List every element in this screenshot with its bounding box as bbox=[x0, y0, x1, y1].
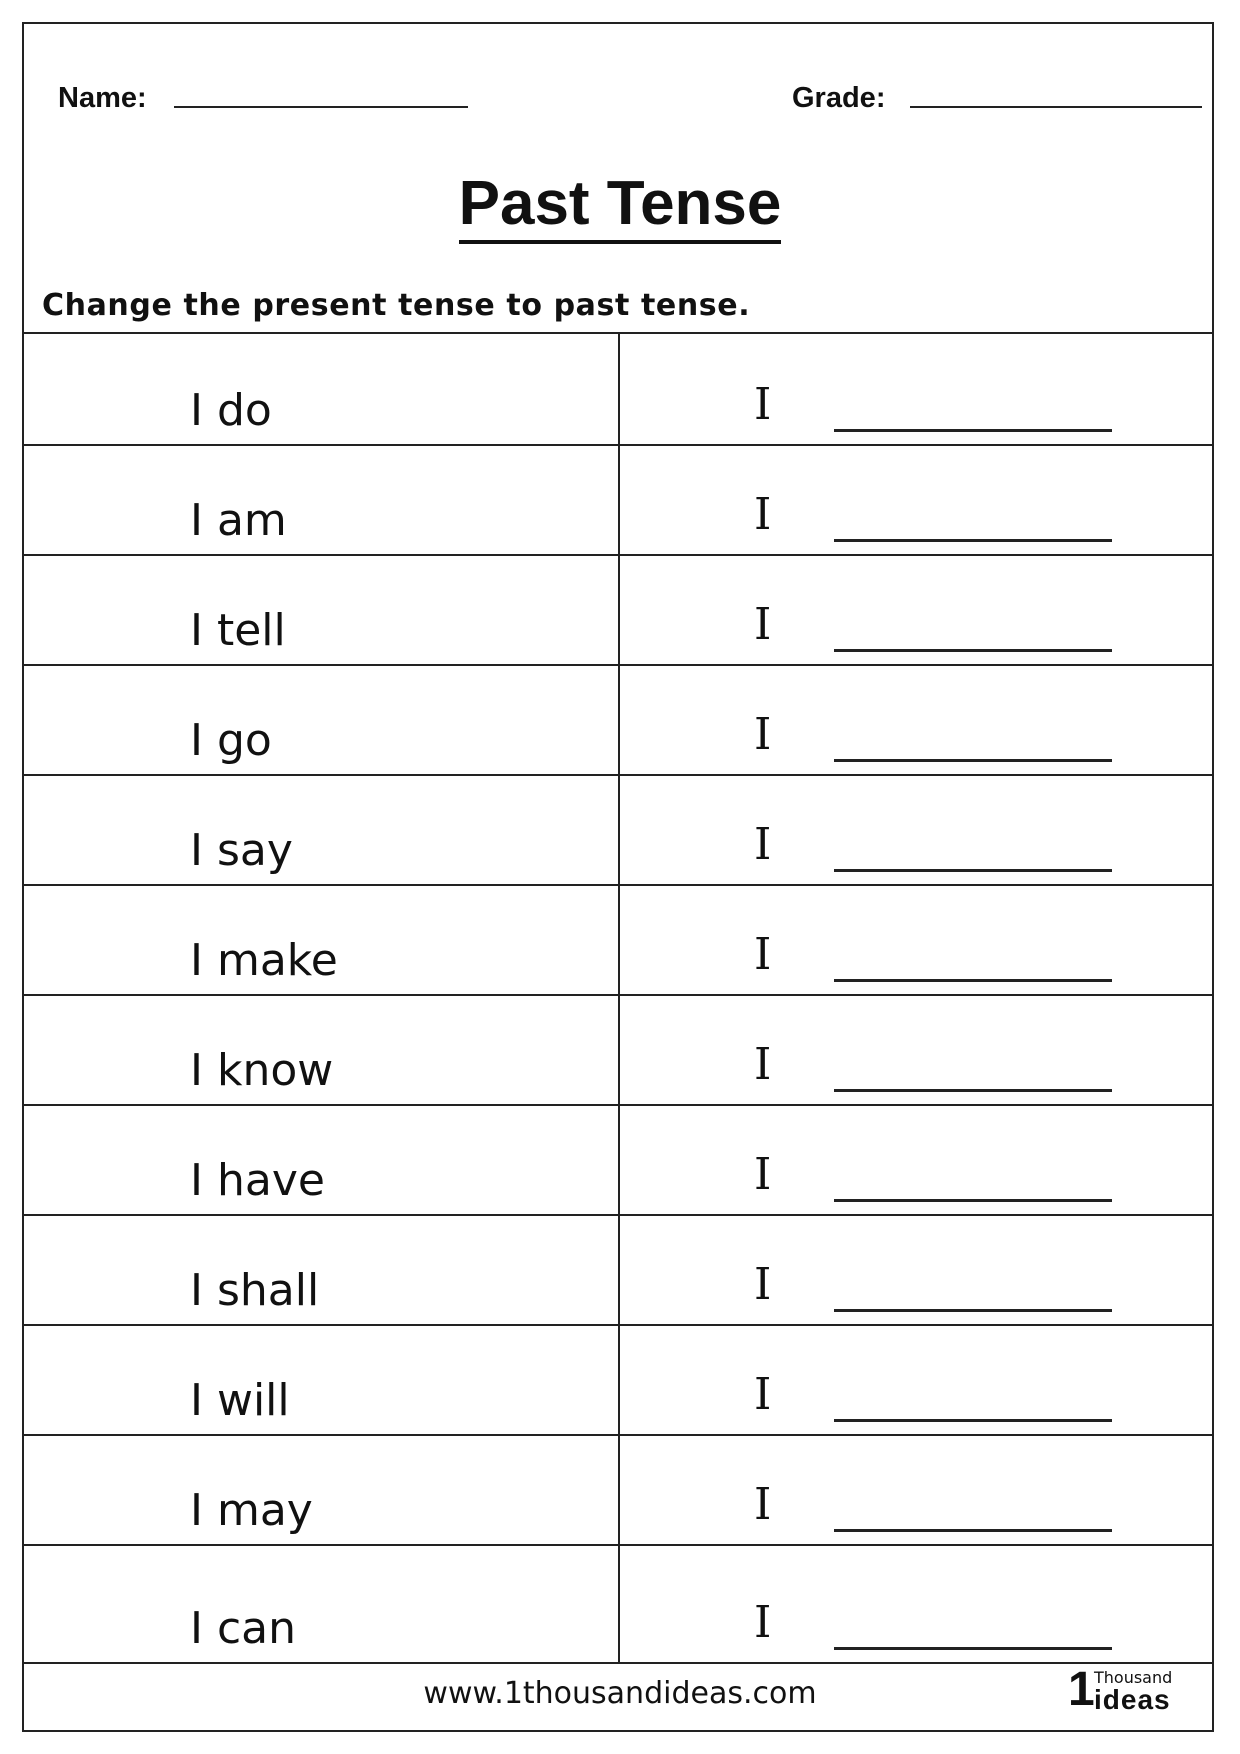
answer-pronoun: I bbox=[754, 1369, 772, 1420]
answer-blank-line[interactable] bbox=[834, 1199, 1112, 1202]
answer-pronoun: I bbox=[754, 1479, 772, 1530]
answer-pronoun: I bbox=[754, 929, 772, 980]
answer-pronoun: I bbox=[754, 599, 772, 650]
present-tense-phrase: I know bbox=[190, 1045, 334, 1096]
present-tense-phrase: I tell bbox=[190, 605, 286, 656]
answer-blank-line[interactable] bbox=[834, 1309, 1112, 1312]
answer-blank-line[interactable] bbox=[834, 649, 1112, 652]
answer-pronoun: I bbox=[754, 489, 772, 540]
logo-top-text: Thousand bbox=[1094, 1668, 1173, 1687]
name-label: Name: bbox=[58, 82, 147, 114]
present-tense-phrase: I can bbox=[190, 1603, 297, 1654]
answer-blank-line[interactable] bbox=[834, 539, 1112, 542]
present-tense-phrase: I will bbox=[190, 1375, 290, 1426]
answer-pronoun: I bbox=[754, 819, 772, 870]
column-divider bbox=[618, 332, 620, 1664]
answer-blank-line[interactable] bbox=[834, 979, 1112, 982]
answer-blank-line[interactable] bbox=[834, 429, 1112, 432]
present-tense-phrase: I do bbox=[190, 385, 272, 436]
present-tense-phrase: I go bbox=[190, 715, 272, 766]
logo-bottom-text: ideas bbox=[1094, 1684, 1171, 1715]
answer-pronoun: I bbox=[754, 709, 772, 760]
grade-blank-line[interactable] bbox=[910, 106, 1202, 108]
answer-blank-line[interactable] bbox=[834, 759, 1112, 762]
answer-blank-line[interactable] bbox=[834, 1089, 1112, 1092]
present-tense-phrase: I shall bbox=[190, 1265, 320, 1316]
name-blank-line[interactable] bbox=[174, 106, 468, 108]
present-tense-phrase: I make bbox=[190, 935, 338, 986]
answer-pronoun: I bbox=[754, 1597, 772, 1648]
answer-pronoun: I bbox=[754, 1259, 772, 1310]
present-tense-phrase: I may bbox=[190, 1485, 313, 1536]
answer-pronoun: I bbox=[754, 379, 772, 430]
grade-label: Grade: bbox=[792, 82, 886, 114]
instruction-text: Change the present tense to past tense. bbox=[42, 288, 751, 323]
present-tense-phrase: I have bbox=[190, 1155, 325, 1206]
footer-website-url: www.1thousandideas.com bbox=[423, 1676, 817, 1711]
answer-blank-line[interactable] bbox=[834, 869, 1112, 872]
answer-blank-line[interactable] bbox=[834, 1419, 1112, 1422]
answer-blank-line[interactable] bbox=[834, 1647, 1112, 1650]
answer-pronoun: I bbox=[754, 1149, 772, 1200]
answer-pronoun: I bbox=[754, 1039, 772, 1090]
page-title: Past Tense bbox=[0, 168, 1240, 239]
logo-number: 1 bbox=[1068, 1663, 1095, 1716]
present-tense-phrase: I say bbox=[190, 825, 293, 876]
brand-logo bbox=[1068, 1663, 1188, 1716]
present-tense-phrase: I am bbox=[190, 495, 287, 546]
answer-blank-line[interactable] bbox=[834, 1529, 1112, 1532]
